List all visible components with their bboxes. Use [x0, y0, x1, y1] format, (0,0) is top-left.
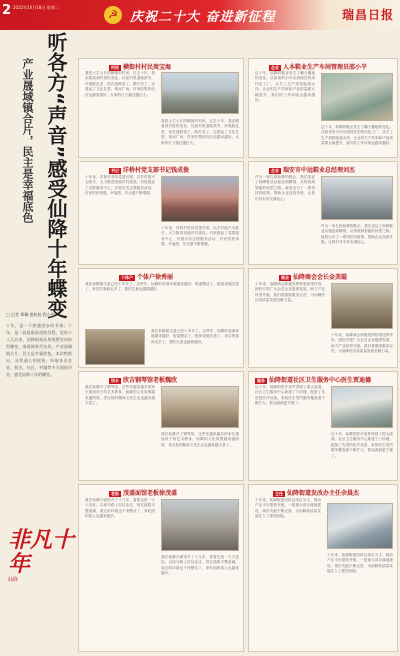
article-tag: 主任	[275, 490, 283, 496]
article-title	[109, 62, 171, 71]
article-photo	[331, 283, 393, 329]
calligraphy-text: 非凡十年	[8, 527, 75, 577]
article-body-cont: 十年来，洋桥村坚持党建引领，以乡村振兴为抓手，大力推进美丽乡村建设。村里建起了党群服务中心，开展各类志愿服务活动，村民的获得感、幸福感、安全感不断增强。	[161, 226, 239, 247]
article-body: 我在仙降开了钢琴馆，这些年越来越多的家长重视孩子的艺术教育。仙降的文化氛围越来越浓厚，老百姓的精神文化生活也越来越丰富了。	[85, 385, 155, 406]
article-title-text: 瑞安市中远鞋业总经理刘杰	[283, 167, 356, 174]
article-title	[109, 488, 177, 497]
article-body-cont: 我是土生土长的横街村村民，过去十年，我亲眼看到村里的变化。以前村里道路狭窄，环境脏乱差，现在道路宽了，路灯亮了，还建起了文化礼堂、休闲广场。村里的集体经济也越来越好，大家的日子越过越红火。	[161, 119, 239, 145]
paper-logo: 瑞昌日报	[341, 8, 394, 22]
article-body-cont: 作为一家扎根仙降的鞋企，我们见证了仙降鞋业从粗放到精细、从传统到智能的转型之路。政府出台了一系列扶持政策，帮助企业技改升级，让我们对未来充满信心。	[321, 224, 393, 245]
lead-subtitle: 产业晟域镇合片，民主是幸福底色	[21, 58, 34, 223]
article-card	[78, 58, 244, 158]
article-tag: 企业	[271, 167, 279, 173]
page-header	[0, 0, 400, 30]
article-title	[273, 488, 359, 497]
article-body-cont: 十年来，仙降商会积极发挥桥梁纽带作用，团结引领广大会员企业抱团发展，助力产业转型升级。我们将继续服务会员，为仙降经济高质量发展贡献力量。	[331, 333, 393, 354]
article-title	[269, 62, 367, 71]
article-photo	[331, 386, 393, 428]
article-card	[248, 58, 398, 158]
lead-byline: □ 记者 郑璐 唐杭杭 程心怡	[6, 312, 55, 317]
article-body: 这十年，仙降的鞋业发生了翻天覆地的变化。从原来的小作坊到现在的现代化工厂，从手工生产到智能流水线，企业的生产效率和产品质量都大幅提升，我们的工作环境也越来越好。	[255, 71, 315, 103]
article-title	[255, 375, 371, 384]
article-title-text: 仙降街道发改办主任余晨杰	[287, 490, 360, 497]
article-body: 我是土生土长的横街村村民，过去十年，我亲眼看到村里的变化。以前村里道路狭窄，环境脏乱差，现在道路宽了，路灯亮了，还建起了文化礼堂、休闲广场。村里的集体经济也越来越好，大家的日子越过越红火。	[85, 71, 155, 97]
article-card	[248, 484, 398, 652]
article-body: 十年来，仙降商会积极发挥桥梁纽带作用，团结引领广大会员企业抱团发展，助力产业转型升级。我们将继续服务会员，为仙降经济高质量发展贡献力量。	[255, 282, 325, 303]
article-tag: 书记	[111, 167, 119, 173]
article-title-text: 仙降商会会长金美聪	[293, 274, 348, 281]
article-photo	[321, 73, 393, 121]
lead-text: 十年，是一个跨越进步的节奏；十年，是一段砥砺奋进的历程。党的十八大以来，仙降街道从传统塑业向转型蝶变，乘着新时代东风，产业晟域镇合片，民主是幸福底色。本次特推出，从普通人的视角，听取来自企业、机关、社区、村镇等多方面的声音，感受仙降十年的蝶变。	[6, 323, 72, 377]
article-tag: 商会	[281, 274, 289, 280]
calligraphy-small: 仙降	[8, 577, 19, 583]
article-title	[109, 375, 177, 384]
article-body: 作为一家扎根仙降的鞋企，我们见证了仙降鞋业从粗放到精细、从传统到智能的转型之路。政府出台了一系列扶持政策，帮助企业技改升级，让我们对未来充满信心。	[255, 175, 315, 201]
article-body-cont: 我在仙降做生意已经十多年了。这些年，仙降的营商环境越来越好，街道整洁了，配套设施完善了，来往的客商也多了，我的生意也越做越好。	[151, 329, 239, 344]
article-body: 十年来，仙降街道坚持以项目为王，推动产业平台提档升级，一批重大项目落地建设，城市功能不断完善，为仙降高质量发展注入了强劲动能。	[255, 498, 321, 519]
article-card	[78, 484, 244, 652]
article-photo	[85, 329, 145, 365]
article-tag: 馆长	[111, 377, 119, 383]
article-body-cont: 这十年，仙降的医疗条件得到了很大改善。社区卫生服务中心新建了门诊楼，配备了先进的医疗设备，家庭医生签约服务覆盖面不断扩大，群众看病更方便了。	[331, 432, 393, 458]
article-photo	[321, 176, 393, 220]
article-title-text: 个体户徐秀丽	[137, 274, 174, 281]
article-tag: 老板	[111, 490, 119, 496]
article-body-cont: 十年来，仙降街道坚持以项目为王，推动产业平台提档升级，一批重大项目落地建设，城市功能不断完善，为仙降高质量发展注入了强劲动能。	[327, 553, 393, 574]
article-body-cont: 我在仙降开面馆开了十几年，看着这里一天天变好。以前马路上坑坑洼洼，现在道路平整宽阔，周边的环境也干净整洁了，来吃面的客人也越来越多。	[161, 555, 239, 576]
article-tag: 服务	[257, 377, 265, 383]
article-tag: 个体户	[121, 274, 133, 280]
article-title-text: 横街村村民周宝海	[123, 64, 172, 71]
lead-title: 听各方“声音”感受仙降十年蝶变	[44, 32, 68, 319]
article-title	[269, 165, 355, 174]
article-title-text: 洋桥村党支部书记钱成俊	[123, 167, 190, 174]
article-card	[78, 268, 244, 368]
page-number: 2	[2, 3, 12, 18]
article-body-cont: 这十年，仙降的鞋业发生了翻天覆地的变化。从原来的小作坊到现在的现代化工厂，从手工生产到智能流水线，企业的生产效率和产品质量都大幅提升，我们的工作环境也越来越好。	[321, 125, 393, 146]
article-photo	[161, 499, 239, 551]
article-title	[119, 272, 173, 281]
article-photo	[161, 72, 239, 114]
article-body: 我在仙降做生意已经十多年了。这些年，仙降的营商环境越来越好，街道整洁了，配套设施完善了，来往的客商也多了，我的生意也越做越好。	[85, 282, 239, 292]
article-card	[248, 161, 398, 265]
article-title-text: 人本鞋业生产车间管理员邵小平	[283, 64, 368, 71]
article-photo	[161, 176, 239, 222]
article-title-text: 仙降街道社区卫生服务中心医生贾迪德	[269, 377, 372, 384]
article-title	[279, 272, 347, 281]
party-emblem-icon: ☭	[104, 6, 122, 24]
article-body-cont: 我在仙降开了钢琴馆，这些年越来越多的家长重视孩子的艺术教育。仙降的文化氛围越来越浓厚，老百姓的精神文化生活也越来越丰富了。	[161, 432, 239, 447]
article-title-text: 欣吉钢琴馆老板魏欣	[123, 377, 178, 384]
issue-info: 2022年10月18日 星期二	[13, 5, 59, 10]
article-card	[248, 268, 398, 368]
article-body: 十年来，洋桥村坚持党建引领，以乡村振兴为抓手，大力推进美丽乡村建设。村里建起了党群服务中心，开展各类志愿服务活动，村民的获得感、幸福感、安全感不断增强。	[85, 175, 155, 196]
article-title-text: 茂盛面馆老板徐茂盛	[123, 490, 178, 497]
article-photo	[327, 503, 393, 549]
article-body: 我在仙降开面馆开了十几年，看着这里一天天变好。以前马路上坑坑洼洼，现在道路平整宽阔，周边的环境也干净整洁了，来吃面的客人也越来越多。	[85, 498, 155, 519]
article-photo	[161, 386, 239, 428]
article-tag: 企业	[271, 64, 279, 70]
article-card	[78, 371, 244, 481]
article-card	[248, 371, 398, 481]
calligraphy-logo	[8, 528, 74, 598]
article-card	[78, 161, 244, 265]
article-body: 这十年，仙降的医疗条件得到了很大改善。社区卫生服务中心新建了门诊楼，配备了先进的医疗设备，家庭医生签约服务覆盖面不断扩大，群众看病更方便了。	[255, 385, 325, 406]
article-tag: 村民	[111, 64, 119, 70]
article-title	[109, 165, 189, 174]
banner-slogan: 庆祝二十大 奋进新征程	[130, 10, 276, 25]
